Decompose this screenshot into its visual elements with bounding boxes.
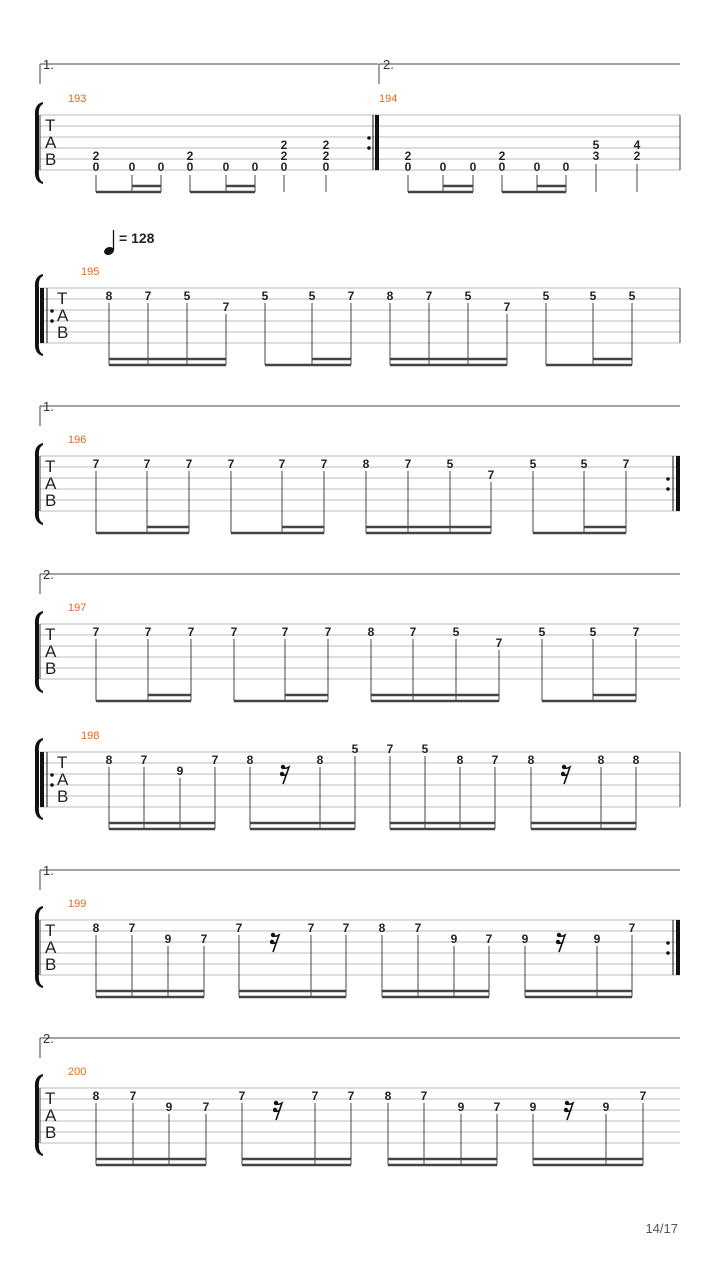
note <box>629 921 636 997</box>
system-2 <box>35 266 680 365</box>
note <box>186 457 193 533</box>
clef-letter-t: T <box>57 753 68 772</box>
fret-number: 7 <box>342 921 350 935</box>
note <box>279 457 286 533</box>
clef-letter-t: T <box>45 625 56 644</box>
tempo-marking <box>103 230 155 256</box>
fret-number: 7 <box>281 625 289 639</box>
note <box>629 289 636 365</box>
beam-group <box>96 1159 643 1165</box>
staff-brace <box>35 102 43 184</box>
tab-clef <box>45 457 57 510</box>
note <box>633 753 640 829</box>
fret-number: 7 <box>129 1089 137 1103</box>
note <box>188 625 195 701</box>
fret-number: 7 <box>128 921 136 935</box>
measure-number: 194 <box>379 93 398 105</box>
note <box>640 1089 647 1165</box>
beam-group <box>96 991 632 997</box>
fret-number: 7 <box>404 457 412 471</box>
fret-number: 7 <box>320 457 328 471</box>
fret-number: 5 <box>308 289 316 303</box>
fret-number: 8 <box>384 1089 392 1103</box>
fret-number: 7 <box>200 932 208 946</box>
clef-letter-a: A <box>57 306 69 325</box>
fret-number: 3 <box>592 149 600 163</box>
fret-number: 2 <box>186 149 194 163</box>
note <box>236 921 243 997</box>
repeat-end-barline <box>666 920 678 975</box>
volta-label: 2. <box>383 57 394 72</box>
fret-number: 7 <box>92 625 100 639</box>
note <box>321 457 328 533</box>
note <box>282 625 289 701</box>
fret-number: 9 <box>457 1100 465 1114</box>
fret-number: 5 <box>351 742 359 756</box>
fret-number: 7 <box>143 457 151 471</box>
note <box>228 457 235 533</box>
fret-number: 9 <box>164 932 172 946</box>
fret-number: 2 <box>322 138 330 152</box>
staff-brace <box>35 443 43 525</box>
quarter-note-icon <box>103 230 115 256</box>
note <box>145 289 152 365</box>
fret-number: 2 <box>498 149 506 163</box>
note <box>543 289 550 365</box>
fret-number: 7 <box>324 625 332 639</box>
note <box>93 625 100 701</box>
measure-number: 193 <box>68 93 87 105</box>
fret-number: 7 <box>485 932 493 946</box>
volta-label: 1. <box>43 57 54 72</box>
fret-number: 5 <box>589 625 597 639</box>
fret-number: 7 <box>414 921 422 935</box>
fret-number: 0 <box>222 160 230 174</box>
note <box>447 457 454 533</box>
note <box>385 1089 392 1165</box>
measure-number: 195 <box>81 266 100 278</box>
note <box>343 921 350 997</box>
note <box>308 921 315 997</box>
clef-letter-a: A <box>45 474 57 493</box>
note-column <box>281 138 288 192</box>
fret-number: 8 <box>316 753 324 767</box>
fret-number: 9 <box>450 932 458 946</box>
staff-brace <box>35 906 43 988</box>
fret-number: 0 <box>469 160 477 174</box>
fret-number: 7 <box>420 1089 428 1103</box>
note <box>379 921 386 997</box>
fret-number: 0 <box>404 160 412 174</box>
note <box>239 1089 246 1165</box>
note <box>633 625 640 701</box>
fret-number: 5 <box>542 289 550 303</box>
fret-number: 7 <box>503 300 511 314</box>
clef-letter-a: A <box>45 642 57 661</box>
fret-number: 8 <box>92 1089 100 1103</box>
fret-number: 0 <box>280 160 288 174</box>
volta-1 <box>40 863 680 890</box>
note <box>465 289 472 365</box>
fret-number: 8 <box>378 921 386 935</box>
note-column <box>499 149 506 192</box>
clef-letter-t: T <box>57 289 68 308</box>
fret-number: 4 <box>633 138 641 152</box>
note <box>130 1089 137 1165</box>
measure-number: 200 <box>68 1066 87 1078</box>
fret-number: 7 <box>425 289 433 303</box>
note <box>453 625 460 701</box>
clef-letter-b: B <box>45 150 57 169</box>
note <box>410 625 417 701</box>
note <box>598 753 605 829</box>
fret-number: 8 <box>597 753 605 767</box>
fret-number: 8 <box>362 457 370 471</box>
fret-number: 9 <box>176 764 184 778</box>
fret-number: 2 <box>322 149 330 163</box>
fret-number: 0 <box>322 160 330 174</box>
volta-2 <box>379 57 680 84</box>
fret-number: 0 <box>251 160 259 174</box>
note <box>457 753 464 829</box>
note <box>363 457 370 533</box>
system-5 <box>35 730 680 829</box>
clef-letter-b: B <box>57 787 69 806</box>
fret-number: 0 <box>562 160 570 174</box>
note <box>590 625 597 701</box>
note <box>312 1089 319 1165</box>
fret-number: 7 <box>491 753 499 767</box>
measure-number: 197 <box>68 602 87 614</box>
fret-number: 5 <box>261 289 269 303</box>
fret-number: 7 <box>495 636 503 650</box>
volta-label: 1. <box>43 863 54 878</box>
tab-clef <box>57 753 69 806</box>
note <box>93 921 100 997</box>
volta-label: 2. <box>43 1031 54 1046</box>
system-3 <box>35 399 680 533</box>
fret-number: 0 <box>128 160 136 174</box>
volta-1 <box>40 57 378 84</box>
fret-number: 8 <box>456 753 464 767</box>
clef-letter-a: A <box>45 1106 57 1125</box>
tab-staff <box>40 624 680 679</box>
tab-clef <box>45 116 57 169</box>
fret-number: 0 <box>186 160 194 174</box>
measure-number: 199 <box>68 898 87 910</box>
clef-letter-t: T <box>45 921 56 940</box>
fret-number: 0 <box>157 160 165 174</box>
note <box>421 1089 428 1165</box>
fret-number: 7 <box>639 1089 647 1103</box>
measure-number: 196 <box>68 434 87 446</box>
fret-number: 5 <box>589 289 597 303</box>
note-column <box>93 149 100 192</box>
fret-number: 7 <box>185 457 193 471</box>
clef-letter-b: B <box>45 955 57 974</box>
note <box>348 289 355 365</box>
fret-number: 7 <box>632 625 640 639</box>
note <box>309 289 316 365</box>
tab-clef <box>45 921 57 974</box>
fret-number: 8 <box>105 753 113 767</box>
note <box>590 289 597 365</box>
note <box>212 753 219 829</box>
note <box>231 625 238 701</box>
fret-number: 8 <box>386 289 394 303</box>
note <box>317 753 324 829</box>
tab-staff <box>40 115 680 170</box>
fret-number: 8 <box>367 625 375 639</box>
fret-number: 7 <box>307 921 315 935</box>
system-4 <box>35 567 680 701</box>
beam-group <box>96 527 626 533</box>
clef-letter-b: B <box>45 1123 57 1142</box>
page-number: 14/17 <box>645 1221 678 1236</box>
tab-staff <box>40 752 680 807</box>
fret-number: 2 <box>404 149 412 163</box>
fret-number: 7 <box>628 921 636 935</box>
tab-clef <box>45 1089 57 1142</box>
fret-number: 2 <box>633 149 641 163</box>
fret-number: 7 <box>347 289 355 303</box>
tab-staff <box>40 920 680 975</box>
fret-number: 7 <box>487 468 495 482</box>
note <box>492 753 499 829</box>
fret-number: 0 <box>92 160 100 174</box>
note <box>93 1089 100 1165</box>
beam-group <box>96 186 255 192</box>
fret-number: 5 <box>464 289 472 303</box>
fret-number: 7 <box>187 625 195 639</box>
clef-letter-a: A <box>45 133 57 152</box>
note <box>262 289 269 365</box>
clef-letter-a: A <box>45 938 57 957</box>
fret-number: 5 <box>452 625 460 639</box>
fret-number: 7 <box>222 300 230 314</box>
beam-group <box>408 186 566 192</box>
clef-letter-t: T <box>45 457 56 476</box>
clef-letter-b: B <box>45 491 57 510</box>
note <box>129 921 136 997</box>
note <box>530 457 537 533</box>
note-column <box>593 138 600 192</box>
fret-number: 5 <box>446 457 454 471</box>
note <box>106 289 113 365</box>
volta-2 <box>40 1031 680 1058</box>
fret-number: 7 <box>211 753 219 767</box>
note <box>325 625 332 701</box>
note <box>405 457 412 533</box>
fret-number: 5 <box>538 625 546 639</box>
fret-number: 8 <box>92 921 100 935</box>
clef-letter-t: T <box>45 116 56 135</box>
clef-letter-b: B <box>45 659 57 678</box>
fret-number: 2 <box>280 149 288 163</box>
measure-number: 198 <box>81 730 100 742</box>
tab-staff <box>40 288 680 343</box>
note <box>387 289 394 365</box>
note <box>528 753 535 829</box>
fret-number: 7 <box>311 1089 319 1103</box>
note <box>144 457 151 533</box>
clef-letter-t: T <box>45 1089 56 1108</box>
fret-number: 0 <box>533 160 541 174</box>
fret-number: 7 <box>202 1100 210 1114</box>
clef-letter-b: B <box>57 323 69 342</box>
fret-number: 9 <box>165 1100 173 1114</box>
tab-clef <box>45 625 57 678</box>
beam-group <box>109 823 636 829</box>
fret-number: 8 <box>527 753 535 767</box>
beam-group <box>96 695 636 701</box>
note <box>106 753 113 829</box>
note <box>581 457 588 533</box>
fret-number: 9 <box>593 932 601 946</box>
note <box>145 625 152 701</box>
fret-number: 8 <box>246 753 254 767</box>
volta-1 <box>40 399 680 426</box>
fret-number: 5 <box>529 457 537 471</box>
note <box>426 289 433 365</box>
fret-number: 5 <box>628 289 636 303</box>
note <box>93 457 100 533</box>
fret-number: 7 <box>278 457 286 471</box>
repeat-end-barline <box>367 115 373 170</box>
fret-number: 7 <box>230 625 238 639</box>
fret-number: 7 <box>235 921 243 935</box>
fret-number: 0 <box>498 160 506 174</box>
fret-number: 5 <box>421 742 429 756</box>
tempo-value: = 128 <box>119 230 155 246</box>
staff-brace <box>35 1074 43 1156</box>
fret-number: 8 <box>105 289 113 303</box>
fret-number: 2 <box>92 149 100 163</box>
note <box>623 457 630 533</box>
volta-2 <box>40 567 680 594</box>
system-1 <box>35 57 680 192</box>
fret-number: 2 <box>280 138 288 152</box>
volta-label: 1. <box>43 399 54 414</box>
fret-number: 5 <box>580 457 588 471</box>
note <box>141 753 148 829</box>
fret-number: 5 <box>183 289 191 303</box>
note-column <box>323 138 330 192</box>
fret-number: 8 <box>632 753 640 767</box>
note <box>247 753 254 829</box>
system-6 <box>35 863 680 997</box>
fret-number: 7 <box>347 1089 355 1103</box>
clef-letter-a: A <box>57 770 69 789</box>
note-column <box>405 149 412 192</box>
fret-number: 7 <box>144 289 152 303</box>
fret-number: 7 <box>409 625 417 639</box>
note-column <box>634 138 641 192</box>
fret-number: 7 <box>386 742 394 756</box>
fret-number: 9 <box>602 1100 610 1114</box>
tab-clef <box>57 289 69 342</box>
note <box>368 625 375 701</box>
repeat-start-barline <box>42 752 54 807</box>
system-7 <box>35 1031 680 1165</box>
staff-brace <box>35 611 43 693</box>
fret-number: 7 <box>493 1100 501 1114</box>
fret-number: 0 <box>439 160 447 174</box>
note <box>415 921 422 997</box>
note <box>348 1089 355 1165</box>
fret-number: 9 <box>529 1100 537 1114</box>
fret-number: 7 <box>144 625 152 639</box>
repeat-end-barline <box>666 456 678 511</box>
repeat-start-barline <box>42 288 54 343</box>
fret-number: 5 <box>592 138 600 152</box>
fret-number: 7 <box>140 753 148 767</box>
fret-number: 7 <box>92 457 100 471</box>
fret-number: 7 <box>238 1089 246 1103</box>
fret-number: 7 <box>622 457 630 471</box>
fret-number: 9 <box>521 932 529 946</box>
volta-label: 2. <box>43 567 54 582</box>
note <box>539 625 546 701</box>
note-column <box>187 149 194 192</box>
fret-number: 7 <box>227 457 235 471</box>
note <box>184 289 191 365</box>
